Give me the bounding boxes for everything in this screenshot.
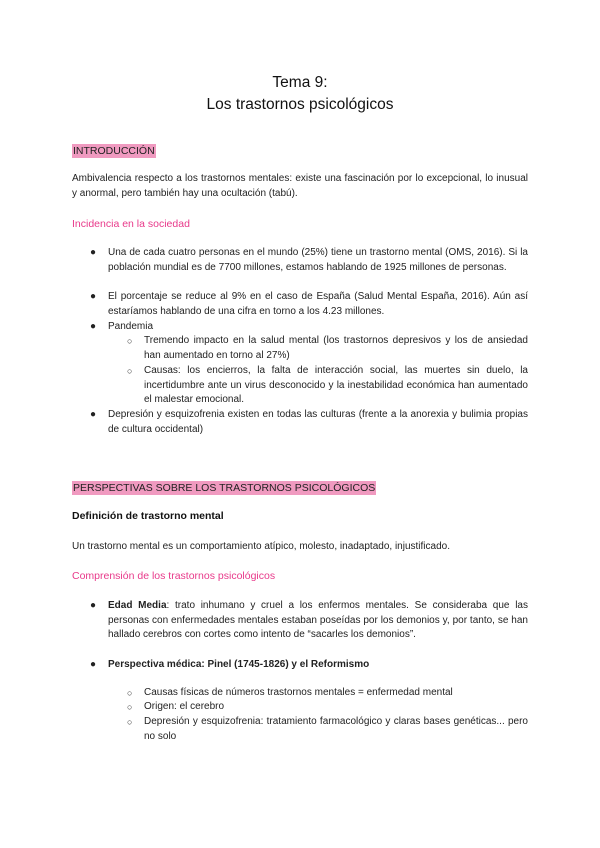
intro-paragraph: Ambivalencia respecto a los trastornos mentales: existe una fascinación por lo excepcional, lo inusual y anormal, pero también hay una ocultación (tabú). bbox=[72, 173, 528, 199]
medica-sub-2: Origen: el cerebro bbox=[144, 701, 225, 712]
definicion-text: Un trastorno mental es un comportamiento atípico, molesto, inadaptado, injustificado. bbox=[72, 541, 450, 552]
page-title-line2: Los trastornos psicológicos bbox=[206, 96, 394, 113]
bullet-dot: ● bbox=[90, 247, 97, 258]
sub-bullet-circle: ○ bbox=[127, 336, 133, 346]
bullet-dot: ● bbox=[90, 659, 97, 670]
medica-sub-1: Causas físicas de números trastornos mentales = enfermedad mental bbox=[144, 687, 453, 698]
edad-media-text: : trato inhumano y cruel a los enfermos mentales. Se consideraba que las personas con enfermedades mentales estaban poseídas por los demonios y, por tanto, se han hallado cerebros con cortes como intento de “sacarles los demonios”. bbox=[108, 600, 528, 641]
perspectiva-medica-label: Perspectiva médica: Pinel (1745-1826) y el Reformismo bbox=[108, 659, 370, 670]
comprension-heading: Comprensión de los trastornos psicológicos bbox=[72, 570, 276, 582]
sub-bullet-circle: ○ bbox=[127, 688, 133, 698]
medica-sub-3: Depresión y esquizofrenia: tratamiento farmacológico y claras bases genéticas... pero no solo bbox=[144, 716, 528, 742]
sub-bullet-circle: ○ bbox=[127, 702, 133, 712]
incidencia-bullet-4: Depresión y esquizofrenia existen en todas las culturas (frente a la anorexia y bulimia propias de cultura occidental) bbox=[108, 409, 528, 435]
page-title-line1: Tema 9: bbox=[272, 74, 328, 91]
sub-bullet-circle: ○ bbox=[127, 366, 133, 376]
pandemia-sub-1: Tremendo impacto en la salud mental (los trastornos depresivos y los de ansiedad han aumentado en torno al 27%) bbox=[144, 335, 528, 361]
edad-media-label: Edad Media bbox=[108, 600, 167, 611]
sub-bullet-circle: ○ bbox=[127, 717, 133, 727]
bullet-dot: ● bbox=[90, 321, 97, 332]
bullet-dot: ● bbox=[90, 291, 97, 302]
intro-heading: INTRODUCCIÓN bbox=[73, 145, 155, 157]
perspectivas-heading: PERSPECTIVAS SOBRE LOS TRASTORNOS PSICOLÓGICOS bbox=[73, 482, 376, 494]
incidencia-bullet-3: Pandemia bbox=[108, 321, 154, 332]
incidencia-bullet-2: El porcentaje se reduce al 9% en el caso de España (Salud Mental España, 2016). Aún así estaríamos hablando de una cifra en torno a los 4.23 millones. bbox=[108, 291, 528, 317]
incidencia-bullet-1: Una de cada cuatro personas en el mundo (25%) tiene un trastorno mental (OMS, 2016). Si la población mundial es de 7700 millones, estamos hablando de 1925 millones de personas. bbox=[108, 247, 528, 273]
bullet-dot: ● bbox=[90, 600, 97, 611]
definicion-heading: Definición de trastorno mental bbox=[72, 510, 224, 522]
pandemia-sub-2: Causas: los encierros, la falta de interacción social, las muertes sin duelo, la incertidumbre ante un virus desconocido y la inestabilidad económica han aumentado el malestar emocional. bbox=[144, 365, 528, 406]
incidencia-heading: Incidencia en la sociedad bbox=[72, 218, 190, 230]
edad-media-item bbox=[108, 599, 528, 643]
bullet-dot: ● bbox=[90, 409, 97, 420]
